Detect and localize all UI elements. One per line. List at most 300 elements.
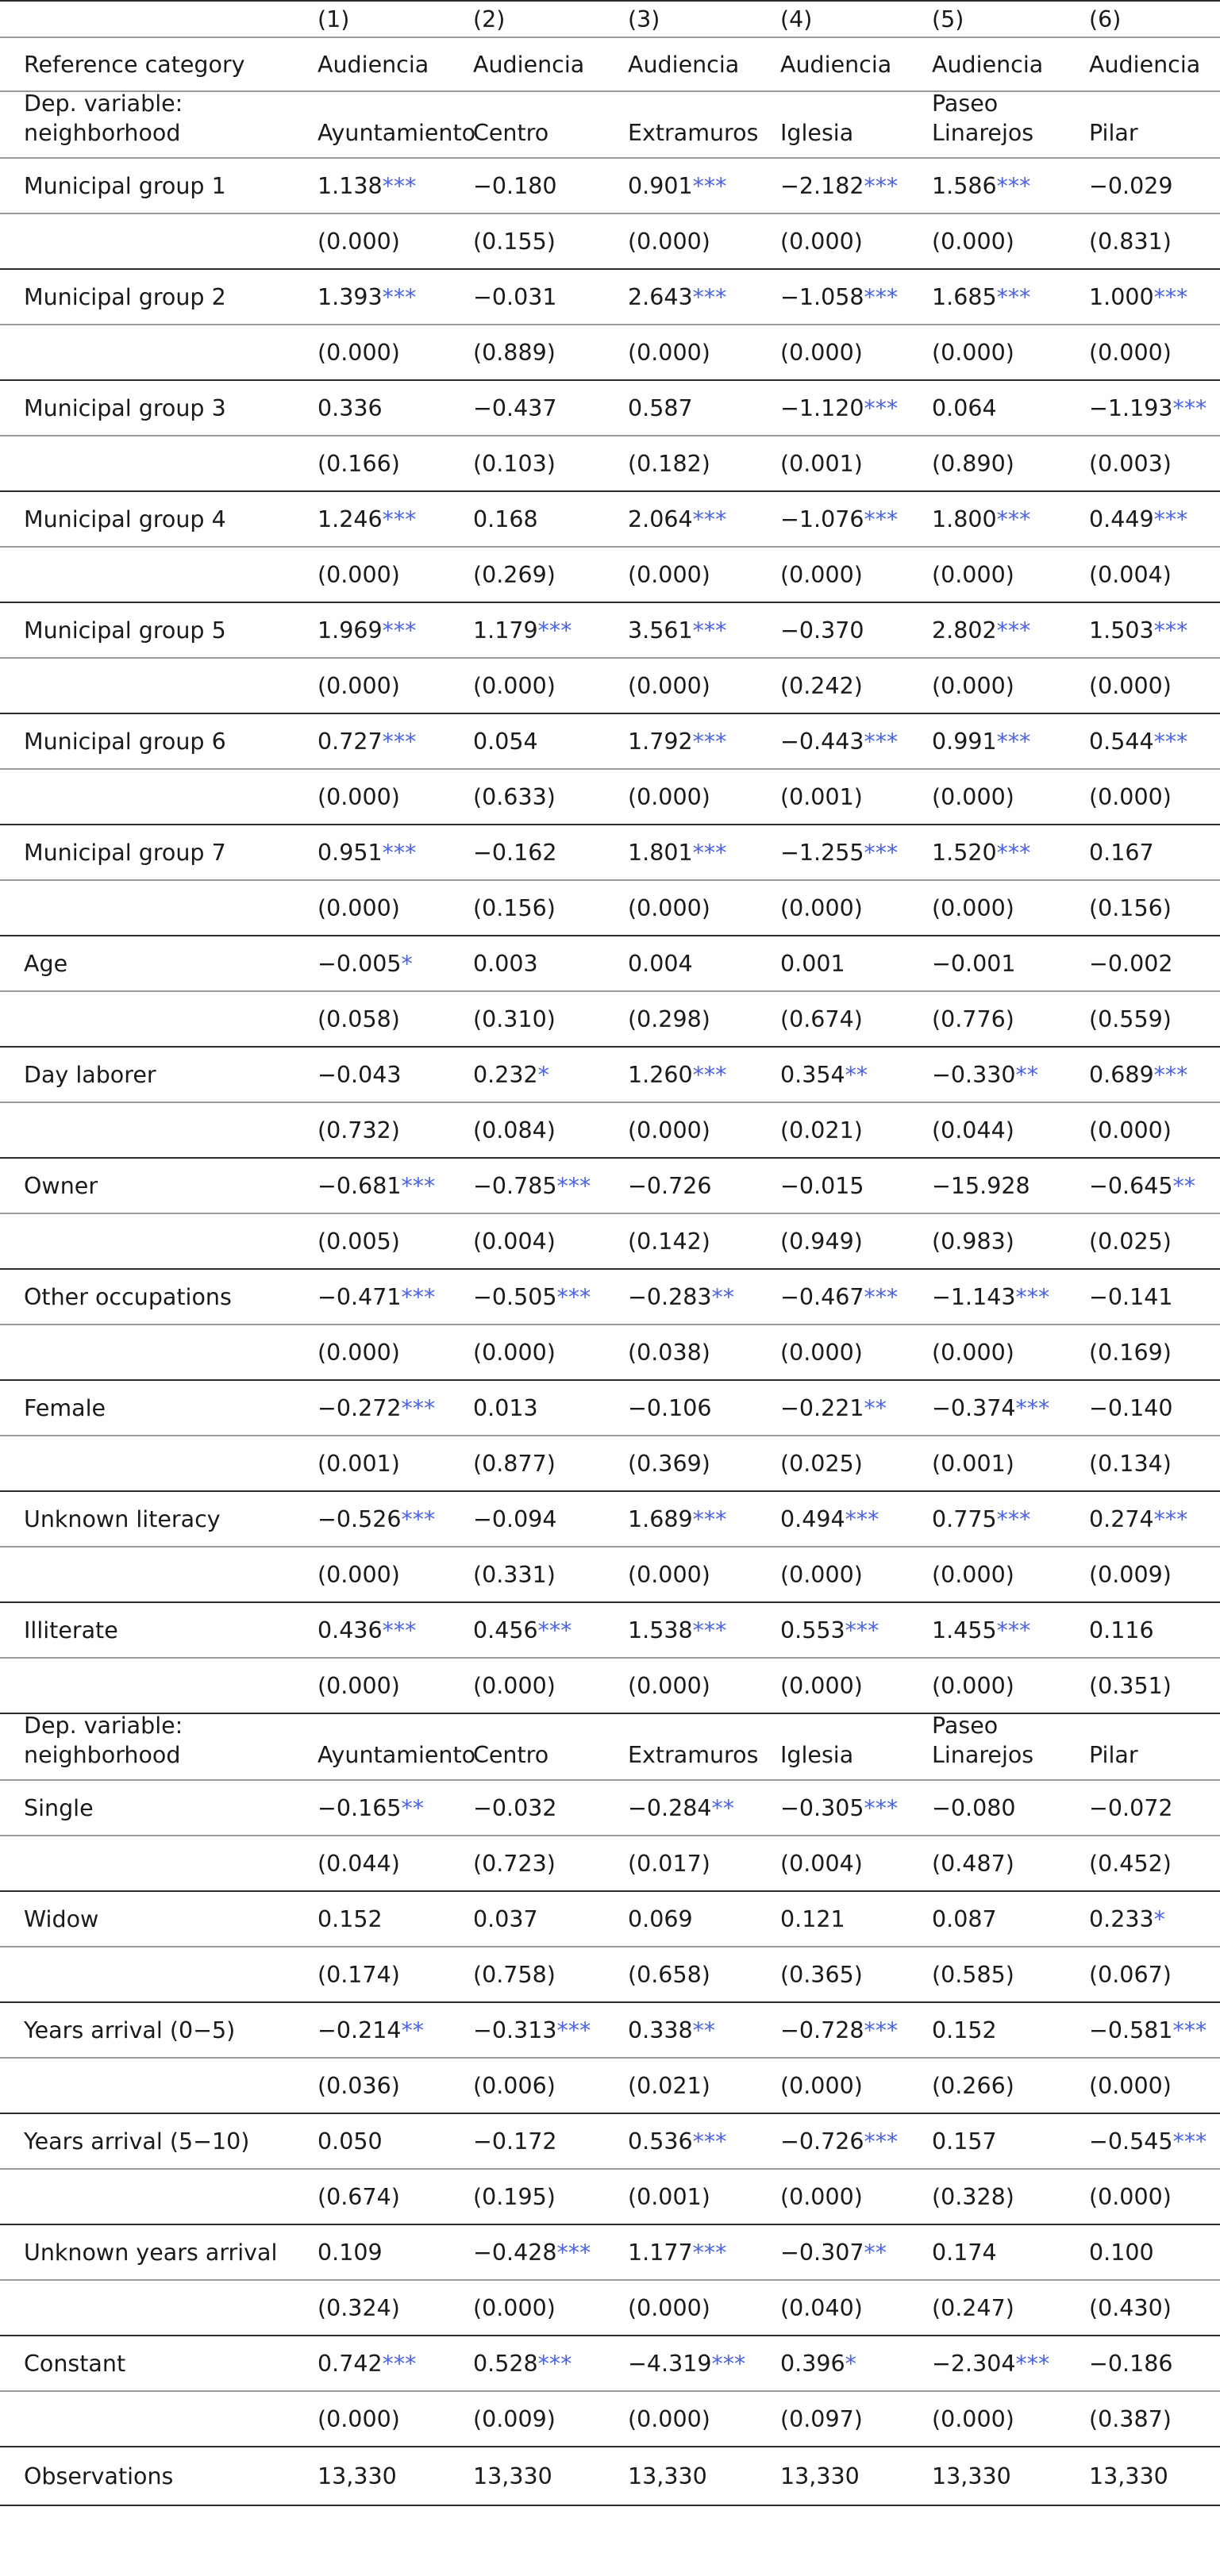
pvalue-row	[0, 214, 1220, 270]
reference-value: Audiencia	[1089, 51, 1201, 78]
coef-value: 1.969	[318, 617, 383, 644]
column-number: (6)	[1089, 6, 1122, 33]
reference-row	[0, 38, 1220, 92]
reference-value: Audiencia	[932, 51, 1044, 78]
significance-stars: ***	[996, 172, 1031, 199]
coef-cell	[1089, 2114, 1216, 2168]
coef-value: −0.330	[932, 1061, 1016, 1088]
coef-cell	[780, 1603, 931, 1657]
coef-value: −4.319	[628, 2350, 712, 2377]
significance-stars: ***	[382, 2350, 417, 2377]
depvar-neighborhood-line2: Centro	[473, 1742, 549, 1768]
coef-value: 1.177	[628, 2239, 693, 2266]
pvalue-cell: (0.174)	[318, 1961, 400, 1988]
coef-value: −1.143	[932, 1283, 1016, 1310]
coef-cell	[628, 1048, 779, 1102]
pvalue-cell: (0.247)	[932, 2294, 1014, 2321]
depvar-neighborhood	[932, 1714, 1083, 1779]
coef-cell	[473, 825, 624, 879]
pvalue-row	[0, 325, 1220, 381]
coef-value: 1.000	[1089, 283, 1154, 310]
coef-cell	[1089, 1159, 1216, 1213]
depvar-label-line2: neighborhood	[24, 120, 181, 146]
significance-stars: ***	[382, 839, 417, 866]
coef-value: −0.106	[628, 1394, 712, 1421]
significance-stars: ***	[996, 1505, 1031, 1532]
pvalue-row	[0, 1214, 1220, 1270]
pvalue-cell: (0.000)	[932, 228, 1014, 255]
coef-value: −1.076	[780, 506, 864, 533]
coef-value: 0.233	[1089, 1905, 1154, 1932]
coef-value: 0.991	[932, 728, 997, 755]
coef-value: −2.182	[780, 172, 864, 199]
significance-stars: ***	[537, 2350, 572, 2377]
pvalue-cell: (0.044)	[932, 1117, 1014, 1144]
significance-stars: ***	[382, 617, 417, 644]
pvalue-cell: (0.006)	[473, 2072, 556, 2099]
coef-value: −0.443	[780, 728, 864, 755]
column-number: (1)	[318, 6, 350, 33]
coef-cell	[1089, 2003, 1216, 2057]
variable-label: Age	[24, 950, 68, 977]
coef-value: 0.174	[932, 2239, 997, 2266]
reference-value: Audiencia	[780, 51, 892, 78]
pvalue-cell: (0.633)	[473, 783, 556, 810]
significance-stars: ***	[537, 1617, 572, 1644]
pvalue-cell: (0.452)	[1089, 1850, 1172, 1877]
coef-value: −0.165	[318, 1794, 402, 1821]
column-number: (5)	[932, 6, 964, 33]
coef-cell	[780, 714, 931, 768]
pvalue-cell: (0.155)	[473, 228, 556, 255]
coef-cell	[932, 381, 1083, 435]
pvalue-row	[0, 548, 1220, 603]
pvalue-cell: (0.000)	[780, 228, 863, 255]
significance-stars: ***	[692, 2239, 727, 2266]
coef-cell	[1089, 1781, 1216, 1835]
significance-stars: ***	[1015, 1394, 1050, 1421]
significance-stars: ***	[864, 394, 899, 421]
significance-stars: ***	[864, 2128, 899, 2155]
significance-stars: ***	[845, 1617, 879, 1644]
coef-cell	[318, 1603, 468, 1657]
coef-value: 1.689	[628, 1505, 693, 1532]
variable-label: Female	[24, 1394, 106, 1421]
pvalue-cell: (0.000)	[628, 783, 710, 810]
pvalue-cell: (0.000)	[932, 339, 1014, 366]
depvar-neighborhood-line2: Iglesia	[780, 1742, 854, 1768]
pvalue-cell: (0.001)	[628, 2183, 710, 2210]
depvar-neighborhood-line2: Extramuros	[628, 1742, 759, 1768]
coef-value: 0.001	[780, 950, 845, 977]
variable-label: Day laborer	[24, 1061, 156, 1088]
significance-stars: ***	[556, 2239, 591, 2266]
coef-value: −1.255	[780, 839, 864, 866]
depvar-neighborhood-line2: Centro	[473, 120, 549, 146]
pvalue-cell: (0.430)	[1089, 2294, 1172, 2321]
coef-cell	[780, 1492, 931, 1546]
significance-stars: **	[401, 2017, 424, 2043]
depvar-label-line1: Dep. variable:	[24, 90, 183, 117]
coef-row	[0, 1603, 1220, 1659]
pvalue-cell: (0.000)	[1089, 1117, 1172, 1144]
pvalue-cell: (0.732)	[318, 1117, 400, 1144]
pvalue-cell: (0.000)	[780, 561, 863, 588]
coef-value: 1.246	[318, 506, 383, 533]
coef-cell	[1089, 1892, 1216, 1946]
pvalue-cell: (0.067)	[1089, 1961, 1172, 1988]
pvalue-cell: (0.000)	[628, 672, 710, 699]
coef-value: −0.186	[1089, 2350, 1173, 2377]
coef-row	[0, 492, 1220, 548]
depvar-label-line1: Dep. variable:	[24, 1713, 183, 1739]
coef-value: −1.120	[780, 394, 864, 421]
coef-cell	[932, 1270, 1083, 1324]
depvar-neighborhood	[1089, 92, 1216, 157]
pvalue-cell: (0.674)	[780, 1005, 863, 1032]
significance-stars: ***	[382, 728, 417, 755]
significance-stars: ***	[845, 1505, 879, 1532]
pvalue-row	[0, 992, 1220, 1048]
coef-value: 1.685	[932, 283, 997, 310]
coef-value: 0.004	[628, 950, 693, 977]
coef-value: 0.449	[1089, 506, 1154, 533]
variable-label: Unknown literacy	[24, 1505, 221, 1532]
coef-cell	[318, 825, 468, 879]
coef-value: −0.681	[318, 1172, 402, 1199]
depvar-neighborhood	[780, 92, 931, 157]
coef-cell	[780, 2336, 931, 2390]
coef-cell	[780, 2003, 931, 2057]
significance-stars: ***	[996, 283, 1031, 310]
coef-cell	[1089, 1381, 1216, 1435]
coef-value: 0.232	[473, 1061, 538, 1088]
pvalue-cell: (0.000)	[628, 2294, 710, 2321]
pvalue-cell: (0.776)	[932, 1005, 1014, 1032]
pvalue-cell: (0.000)	[318, 894, 400, 921]
coef-cell	[473, 492, 624, 546]
significance-stars: ***	[692, 283, 727, 310]
coef-value: 0.013	[473, 1394, 538, 1421]
coef-cell	[473, 1270, 624, 1324]
coef-value: 0.494	[780, 1505, 845, 1532]
depvar-neighborhood	[318, 92, 476, 157]
coef-value: −0.467	[780, 1283, 864, 1310]
depvar-neighborhood	[628, 1714, 779, 1779]
coef-value: −0.032	[473, 1794, 557, 1821]
depvar-neighborhood-line2: Ayuntamiento	[318, 1742, 476, 1768]
pvalue-cell: (0.097)	[780, 2405, 863, 2432]
coef-cell	[780, 2225, 931, 2279]
coef-cell	[473, 1381, 624, 1435]
coef-value: −0.726	[780, 2128, 864, 2155]
coef-cell	[1089, 936, 1216, 990]
significance-stars: *	[1153, 1905, 1165, 1932]
coef-value: 0.951	[318, 839, 383, 866]
coef-value: −0.726	[628, 1172, 712, 1199]
coef-cell	[628, 1159, 779, 1213]
depvar-neighborhood	[628, 92, 779, 157]
pvalue-cell: (0.000)	[628, 339, 710, 366]
pvalue-row	[0, 881, 1220, 936]
pvalue-row	[0, 1659, 1220, 1714]
pvalue-cell: (0.156)	[1089, 894, 1172, 921]
pvalue-cell: (0.009)	[1089, 1561, 1172, 1588]
variable-label: Municipal group 2	[24, 283, 226, 310]
pvalue-cell: (0.000)	[318, 1339, 400, 1366]
pvalue-cell: (0.000)	[932, 561, 1014, 588]
coef-value: −0.313	[473, 2017, 557, 2043]
pvalue-cell: (0.000)	[1089, 783, 1172, 810]
pvalue-cell: (0.058)	[318, 1005, 400, 1032]
pvalue-cell: (0.000)	[628, 894, 710, 921]
column-number: (2)	[473, 6, 506, 33]
significance-stars: ***	[864, 839, 899, 866]
coef-cell	[1089, 1492, 1216, 1546]
pvalue-cell: (0.000)	[628, 1561, 710, 1588]
pvalue-cell: (0.387)	[1089, 2405, 1172, 2432]
significance-stars: ***	[864, 506, 899, 533]
coef-cell	[473, 2003, 624, 2057]
coef-value: 1.179	[473, 617, 538, 644]
coef-value: 0.168	[473, 506, 538, 533]
coef-value: −0.221	[780, 1394, 864, 1421]
significance-stars: ***	[401, 1172, 436, 1199]
coef-value: −1.193	[1089, 394, 1173, 421]
coef-row	[0, 1048, 1220, 1103]
coef-value: 1.260	[628, 1061, 693, 1088]
coef-cell	[473, 1048, 624, 1102]
depvar-neighborhood	[473, 1714, 624, 1779]
column-number: (3)	[628, 6, 660, 33]
coef-value: 0.050	[318, 2128, 383, 2155]
coef-row	[0, 936, 1220, 992]
depvar-neighborhood	[932, 92, 1083, 157]
coef-value: 0.775	[932, 1505, 997, 1532]
depvar-neighborhood-line2: Linarejos	[932, 1742, 1034, 1768]
coef-cell	[1089, 270, 1216, 324]
coef-value: 0.354	[780, 1061, 845, 1088]
depvar-neighborhood-line2: Iglesia	[780, 120, 854, 146]
pvalue-cell: (0.004)	[473, 1228, 556, 1255]
pvalue-cell: (0.084)	[473, 1117, 556, 1144]
pvalue-cell: (0.000)	[1089, 339, 1172, 366]
coef-cell	[932, 2336, 1083, 2390]
coef-value: −0.428	[473, 2239, 557, 2266]
pvalue-cell: (0.017)	[628, 1850, 710, 1877]
significance-stars: ***	[556, 1172, 591, 1199]
pvalue-cell: (0.040)	[780, 2294, 863, 2321]
significance-stars: ***	[864, 728, 899, 755]
coef-cell	[473, 2114, 624, 2168]
coef-row	[0, 2225, 1220, 2281]
pvalue-cell: (0.195)	[473, 2183, 556, 2210]
pvalue-cell: (0.487)	[932, 1850, 1014, 1877]
significance-stars: ***	[401, 1394, 436, 1421]
significance-stars: **	[864, 1394, 887, 1421]
coef-cell	[932, 492, 1083, 546]
pvalue-cell: (0.044)	[318, 1850, 400, 1877]
depvar-neighborhood-line1: Paseo	[932, 1713, 999, 1739]
reference-value: Audiencia	[628, 51, 740, 78]
significance-stars: ***	[692, 839, 727, 866]
observations-value: 13,330	[628, 2463, 707, 2489]
coef-cell	[318, 1781, 468, 1835]
coef-cell	[1089, 159, 1216, 213]
coef-cell	[628, 270, 779, 324]
pvalue-cell: (0.038)	[628, 1339, 710, 1366]
pvalue-cell: (0.000)	[318, 2405, 400, 2432]
coef-value: 0.436	[318, 1617, 383, 1644]
significance-stars: ***	[996, 1617, 1031, 1644]
significance-stars: ***	[1153, 506, 1188, 533]
coef-value: −0.140	[1089, 1394, 1173, 1421]
pvalue-cell: (0.000)	[628, 561, 710, 588]
significance-stars: ***	[996, 728, 1031, 755]
pvalue-cell: (0.000)	[780, 1672, 863, 1699]
coef-value: −15.928	[932, 1172, 1030, 1199]
coef-cell	[473, 603, 624, 657]
pvalue-cell: (0.000)	[473, 1672, 556, 1699]
pvalue-cell: (0.000)	[1089, 2183, 1172, 2210]
significance-stars: ***	[692, 728, 727, 755]
coef-cell	[628, 1781, 779, 1835]
coef-cell	[318, 714, 468, 768]
significance-stars: **	[1172, 1172, 1195, 1199]
coef-value: −0.002	[1089, 950, 1173, 977]
significance-stars: ***	[537, 617, 572, 644]
pvalue-cell: (0.585)	[932, 1961, 1014, 1988]
variable-label: Unknown years arrival	[24, 2239, 278, 2266]
pvalue-cell: (0.000)	[932, 2405, 1014, 2432]
significance-stars: ***	[1172, 2017, 1207, 2043]
observations-value: 13,330	[1089, 2463, 1168, 2489]
depvar-neighborhood-line2: Pilar	[1089, 120, 1138, 146]
pvalue-cell: (0.004)	[1089, 561, 1172, 588]
pvalue-row	[0, 1436, 1220, 1492]
coef-value: 0.037	[473, 1905, 538, 1932]
coef-row	[0, 159, 1220, 214]
coef-value: 2.802	[932, 617, 997, 644]
coef-cell	[932, 1781, 1083, 1835]
coef-cell	[318, 2225, 468, 2279]
coef-value: −0.283	[628, 1283, 712, 1310]
significance-stars: ***	[1153, 1061, 1188, 1088]
pvalue-cell: (0.025)	[780, 1450, 863, 1477]
significance-stars: **	[845, 1061, 868, 1088]
pvalue-cell: (0.889)	[473, 339, 556, 366]
coef-value: 0.338	[628, 2017, 693, 2043]
variable-label: Municipal group 6	[24, 728, 226, 755]
coef-row	[0, 1492, 1220, 1548]
coef-value: 0.064	[932, 394, 997, 421]
coef-cell	[628, 1270, 779, 1324]
coef-cell	[473, 1492, 624, 1546]
coef-cell	[628, 603, 779, 657]
pvalue-cell: (0.324)	[318, 2294, 400, 2321]
pvalue-cell: (0.351)	[1089, 1672, 1172, 1699]
coef-cell	[628, 381, 779, 435]
coef-value: −0.029	[1089, 172, 1173, 199]
header-row	[0, 0, 1220, 38]
coef-value: −0.272	[318, 1394, 402, 1421]
significance-stars: ***	[1153, 1505, 1188, 1532]
pvalue-row	[0, 1325, 1220, 1381]
pvalue-cell: (0.001)	[780, 783, 863, 810]
coef-row	[0, 2114, 1220, 2170]
coef-value: −0.072	[1089, 1794, 1173, 1821]
coef-value: 1.586	[932, 172, 997, 199]
pvalue-cell: (0.000)	[318, 1561, 400, 1588]
pvalue-cell: (0.156)	[473, 894, 556, 921]
coef-value: −1.058	[780, 283, 864, 310]
coef-value: 0.742	[318, 2350, 383, 2377]
pvalue-cell: (0.134)	[1089, 1450, 1172, 1477]
coef-cell	[628, 1603, 779, 1657]
coef-cell	[318, 1159, 468, 1213]
pvalue-cell: (0.674)	[318, 2183, 400, 2210]
pvalue-row	[0, 2170, 1220, 2225]
coef-value: 0.069	[628, 1905, 693, 1932]
coef-value: 0.336	[318, 394, 383, 421]
coef-row	[0, 381, 1220, 436]
coef-value: 0.553	[780, 1617, 845, 1644]
coef-cell	[318, 159, 468, 213]
coef-cell	[628, 1381, 779, 1435]
pvalue-row	[0, 659, 1220, 714]
coef-row	[0, 1270, 1220, 1325]
significance-stars: *	[401, 950, 413, 977]
coef-cell	[932, 2114, 1083, 2168]
significance-stars: ***	[1153, 728, 1188, 755]
significance-stars: **	[401, 1794, 424, 1821]
coef-cell	[628, 825, 779, 879]
pvalue-cell: (0.266)	[932, 2072, 1014, 2099]
coef-cell	[628, 936, 779, 990]
coef-cell	[628, 2336, 779, 2390]
variable-label: Single	[24, 1794, 94, 1821]
coef-value: 1.138	[318, 172, 383, 199]
coef-value: −0.172	[473, 2128, 557, 2155]
coef-cell	[932, 1492, 1083, 1546]
coef-cell	[780, 1781, 931, 1835]
coef-value: 2.643	[628, 283, 693, 310]
significance-stars: ***	[692, 617, 727, 644]
coef-cell	[318, 1892, 468, 1946]
pvalue-cell: (0.000)	[318, 339, 400, 366]
significance-stars: ***	[692, 1505, 727, 1532]
pvalue-cell: (0.000)	[932, 1339, 1014, 1366]
coef-value: −0.471	[318, 1283, 402, 1310]
pvalue-cell: (0.003)	[1089, 450, 1172, 477]
coef-value: 1.800	[932, 506, 997, 533]
coef-value: 1.538	[628, 1617, 693, 1644]
coef-cell	[473, 1603, 624, 1657]
pvalue-cell: (0.559)	[1089, 1005, 1172, 1032]
coef-value: 0.901	[628, 172, 693, 199]
pvalue-cell: (0.036)	[318, 2072, 400, 2099]
significance-stars: ***	[864, 172, 899, 199]
pvalue-cell: (0.000)	[780, 1339, 863, 1366]
pvalue-row	[0, 436, 1220, 492]
coef-row	[0, 825, 1220, 881]
pvalue-cell: (0.000)	[932, 894, 1014, 921]
coef-cell	[1089, 2225, 1216, 2279]
significance-stars: ***	[864, 1794, 899, 1821]
coef-cell	[473, 1159, 624, 1213]
coef-cell	[473, 159, 624, 213]
coef-cell	[318, 1270, 468, 1324]
